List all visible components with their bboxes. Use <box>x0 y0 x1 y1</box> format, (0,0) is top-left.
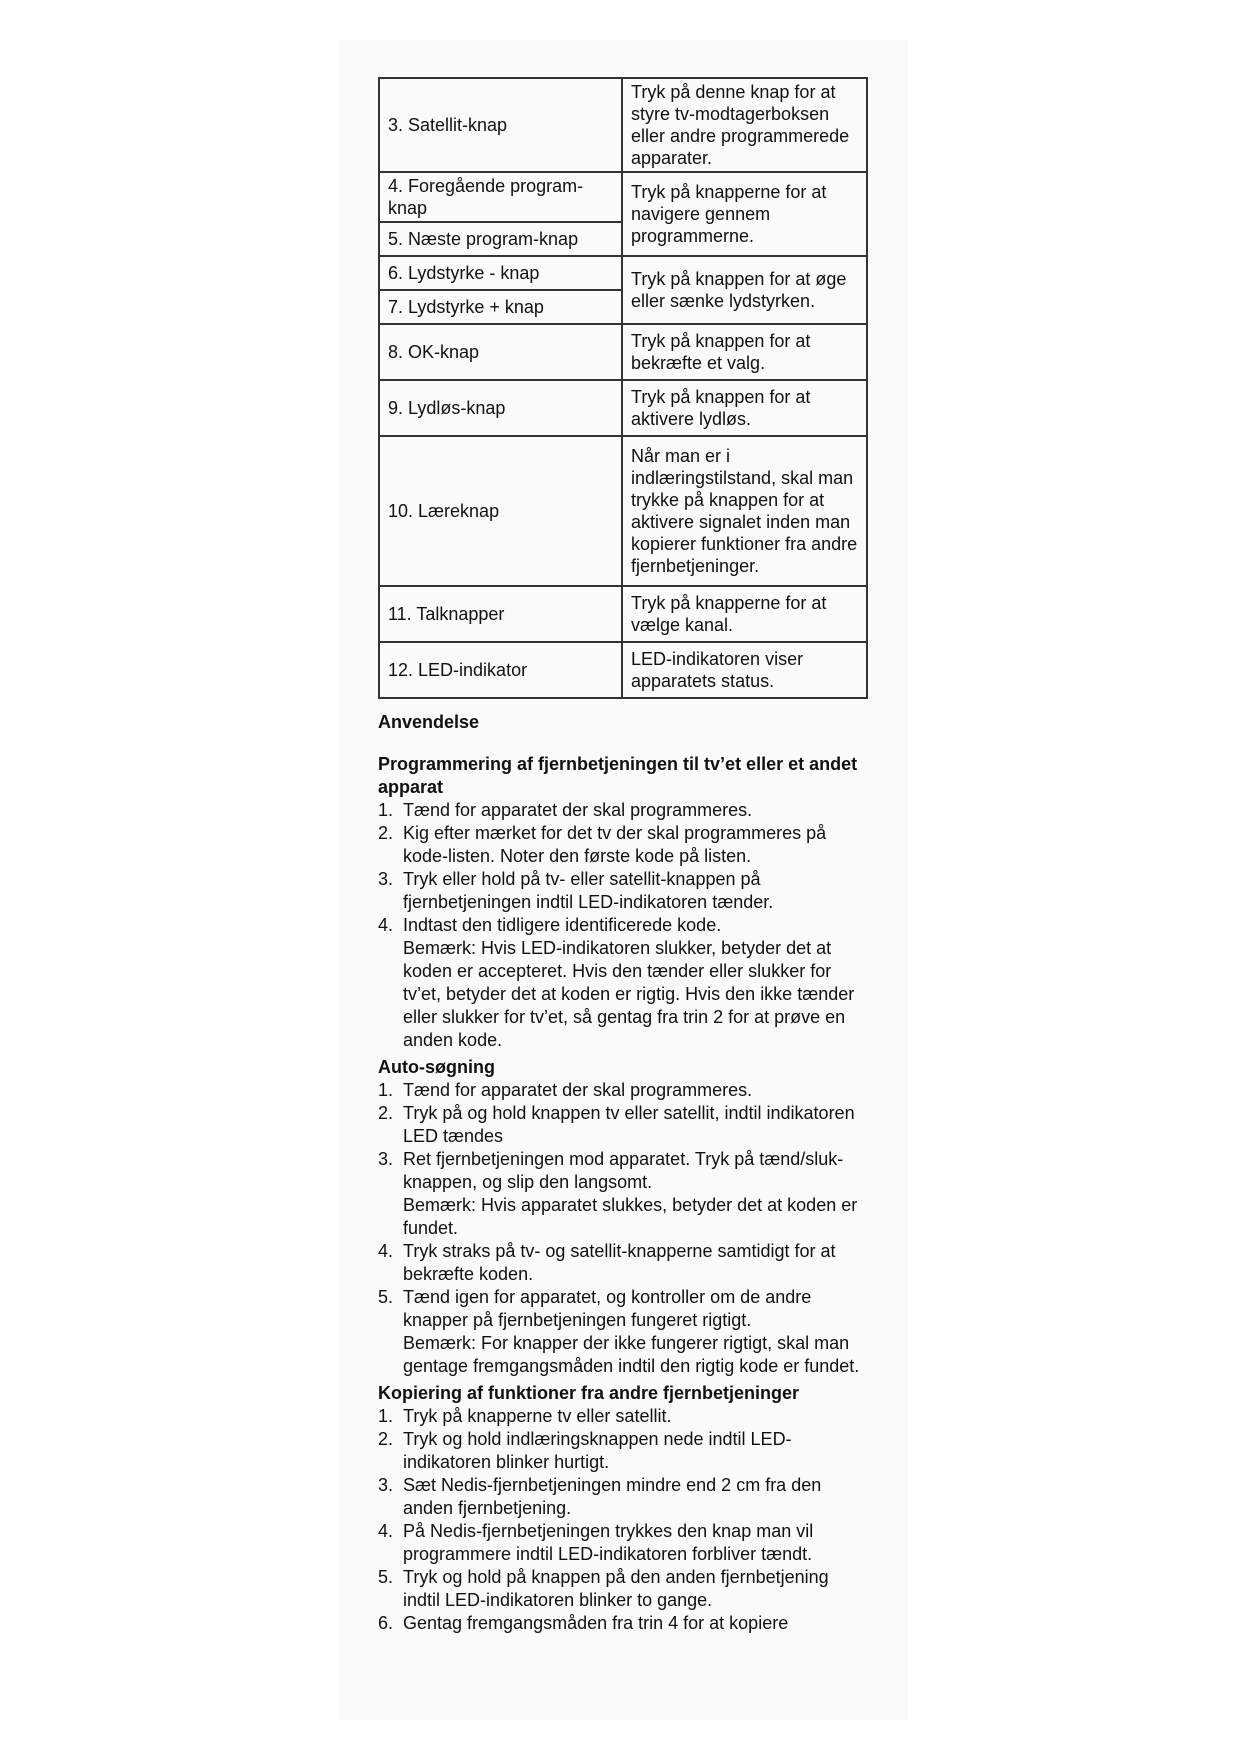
step-text: Ret fjernbetjeningen mod apparatet. Tryk på tænd/sluk-knappen, og slip den langsomt. <box>403 1149 844 1192</box>
list-item <box>378 868 868 914</box>
key-name: 5. Næste program-knap <box>379 222 622 256</box>
section-heading-programming: Programmering af fjernbetjeningen til tv’et eller et andet apparat <box>378 754 858 797</box>
button-description-table <box>378 77 868 699</box>
section-heading-auto-search: Auto-søgning <box>378 1057 495 1077</box>
step-number: 5. <box>378 1287 394 1307</box>
step-text: Tryk på knapperne tv eller satellit. <box>403 1406 672 1426</box>
list-item <box>378 1474 868 1520</box>
list-item <box>378 1405 868 1428</box>
table-row <box>379 78 867 172</box>
key-name: 10. Læreknap <box>379 436 622 586</box>
step-text: På Nedis-fjernbetjeningen trykkes den knap man vil programmere indtil LED-indikatoren forbliver tændt. <box>403 1521 814 1564</box>
table-row <box>379 380 867 436</box>
key-name: 8. OK-knap <box>379 324 622 380</box>
step-number: 6. <box>378 1613 394 1633</box>
list-item <box>378 1612 868 1635</box>
key-name: 4. Foregående program-knap <box>379 172 622 222</box>
step-text: Tryk på og hold knappen tv eller satellit, indtil indikatoren LED tændes <box>403 1103 855 1146</box>
step-number: 3. <box>378 1149 394 1169</box>
key-name: 7. Lydstyrke + knap <box>379 290 622 324</box>
key-description: Tryk på knappen for at øge eller sænke lydstyrken. <box>622 256 867 324</box>
list-item <box>378 1286 868 1378</box>
step-text: Tænd for apparatet der skal programmeres. <box>403 1080 753 1100</box>
section-heading-copy-functions: Kopiering af funktioner fra andre fjernbetjeninger <box>378 1383 800 1403</box>
copy-functions-steps <box>378 1405 868 1635</box>
list-item <box>378 822 868 868</box>
table-row <box>379 172 867 222</box>
table-row <box>379 324 867 380</box>
key-description: Tryk på denne knap for at styre tv-modtagerboksen eller andre programmerede apparater. <box>622 78 867 172</box>
key-description: Tryk på knapperne for at vælge kanal. <box>622 586 867 642</box>
key-description: Tryk på knappen for at bekræfte et valg. <box>622 324 867 380</box>
list-item <box>378 1079 868 1102</box>
auto-search-steps <box>378 1079 868 1378</box>
step-text: Tryk eller hold på tv- eller satellit-knappen på fjernbetjeningen indtil LED-indikatoren tænder. <box>403 869 774 912</box>
step-number: 3. <box>378 869 394 889</box>
step-note: Bemærk: Hvis apparatet slukkes, betyder det at koden er fundet. <box>403 1195 858 1238</box>
step-number: 1. <box>378 800 394 820</box>
list-item <box>378 1428 868 1474</box>
step-number: 5. <box>378 1567 394 1587</box>
table-row <box>379 586 867 642</box>
step-text: Sæt Nedis-fjernbetjeningen mindre end 2 cm fra den anden fjernbetjening. <box>403 1475 822 1518</box>
key-description: Når man er i indlæringstilstand, skal man trykke på knappen for at aktivere signalet inden man kopierer funktioner fra andre fjernbetjeninger. <box>622 436 867 586</box>
step-text: Tænd igen for apparatet, og kontroller om de andre knapper på fjernbetjeningen fungeret rigtigt. <box>403 1287 812 1330</box>
step-text: Kig efter mærket for det tv der skal programmeres på kode-listen. Noter den første kode på listen. <box>403 823 827 866</box>
step-text: Tænd for apparatet der skal programmeres. <box>403 800 753 820</box>
key-name: 6. Lydstyrke - knap <box>379 256 622 290</box>
step-text: Tryk og hold på knappen på den anden fjernbetjening indtil LED-indikatoren blinker to gange. <box>403 1567 829 1610</box>
key-name: 12. LED-indikator <box>379 642 622 698</box>
key-description: Tryk på knapperne for at navigere gennem programmerne. <box>622 172 867 256</box>
step-number: 4. <box>378 915 394 935</box>
step-text: Tryk straks på tv- og satellit-knapperne samtidigt for at bekræfte koden. <box>403 1241 836 1284</box>
key-name: 3. Satellit-knap <box>379 78 622 172</box>
list-item <box>378 1148 868 1240</box>
list-item <box>378 1520 868 1566</box>
list-item <box>378 1566 868 1612</box>
key-description: LED-indikatoren viser apparatets status. <box>622 642 867 698</box>
step-text: Indtast den tidligere identificerede kode. <box>403 915 722 935</box>
step-number: 1. <box>378 1406 394 1426</box>
step-number: 4. <box>378 1241 394 1261</box>
step-number: 2. <box>378 1429 394 1449</box>
programming-steps <box>378 799 868 1052</box>
key-description: Tryk på knappen for at aktivere lydløs. <box>622 380 867 436</box>
list-item <box>378 1102 868 1148</box>
step-text: Gentag fremgangsmåden fra trin 4 for at kopiere <box>403 1613 789 1633</box>
step-note: Bemærk: Hvis LED-indikatoren slukker, betyder det at koden er accepteret. Hvis den tænder eller slukker for tv’et, betyder det at koden er rigtig. Hvis den ikke tænder eller slukker for tv’et, så gentag fra trin 2 for at prøve en anden kode. <box>403 938 855 1050</box>
step-note: Bemærk: For knapper der ikke fungerer rigtigt, skal man gentage fremgangsmåden indtil den rigtig kode er fundet. <box>403 1333 860 1376</box>
step-number: 2. <box>378 823 394 843</box>
section-heading-usage: Anvendelse <box>378 712 480 732</box>
step-number: 3. <box>378 1475 394 1495</box>
key-name: 9. Lydløs-knap <box>379 380 622 436</box>
table-row <box>379 642 867 698</box>
step-number: 1. <box>378 1080 394 1100</box>
step-number: 2. <box>378 1103 394 1123</box>
step-text: Tryk og hold indlæringsknappen nede indtil LED-indikatoren blinker hurtigt. <box>403 1429 792 1472</box>
step-number: 4. <box>378 1521 394 1541</box>
key-name: 11. Talknapper <box>379 586 622 642</box>
list-item <box>378 799 868 822</box>
table-row <box>379 436 867 586</box>
list-item <box>378 1240 868 1286</box>
list-item <box>378 914 868 1052</box>
document-content <box>378 77 868 1635</box>
table-row <box>379 256 867 290</box>
